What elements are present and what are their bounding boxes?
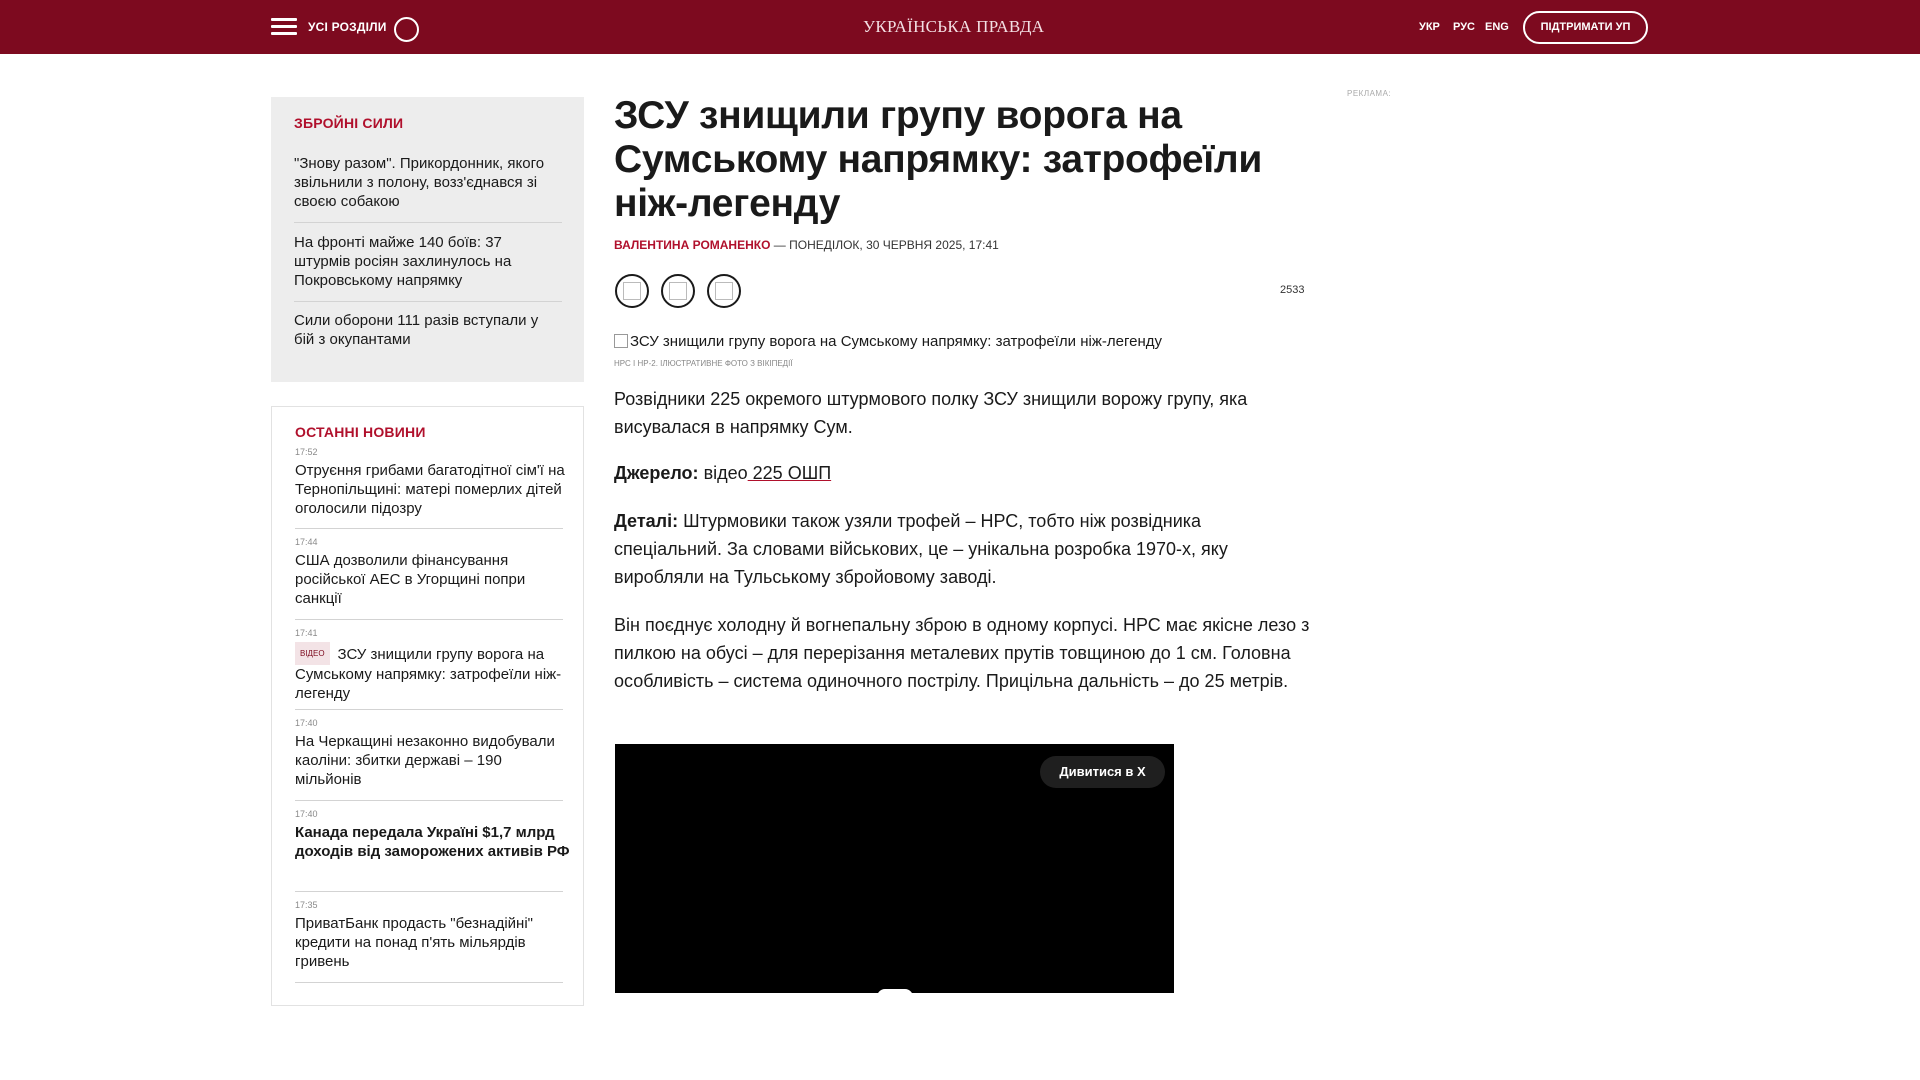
article-image (614, 333, 1162, 350)
play-icon[interactable] (877, 989, 913, 997)
share-telegram-icon[interactable] (707, 274, 741, 308)
news-time: 17:40 (295, 809, 318, 819)
news-link[interactable]: На Черкащині незаконно видобували каоліни: збитки державі – 190 мільйонів (295, 733, 555, 788)
site-logo[interactable]: УКРАЇНСЬКА ПРАВДА (863, 17, 1045, 36)
news-link[interactable] (295, 642, 570, 703)
list-item[interactable]: Сили оборони 111 разів вступали у бій з окупантами (294, 312, 539, 348)
news-link[interactable]: США дозволили фінансування російської АЕС в Угорщині попри санкції (295, 552, 526, 607)
source-text: відео (698, 463, 748, 483)
article-paragraph: Розвідники 225 окремого штурмового полку ЗСУ знищили ворожу групу, яка висувалася в напрямку Сум. (614, 389, 1248, 437)
list-item[interactable]: На фронті майже 140 боїв: 37 штурмів росіян захлинулось на Покровському напрямку (294, 234, 512, 289)
divider (295, 891, 563, 892)
news-time: 17:40 (295, 718, 318, 728)
latest-news-block (271, 406, 584, 1006)
news-link[interactable]: Канада передала Україні $1,7 млрд доходів від заморожених активів РФ (295, 824, 570, 860)
author-link[interactable]: ВАЛЕНТИНА РОМАНЕНКО (614, 238, 771, 252)
article-headline: ЗСУ знищили групу ворога на Сумському напрямку: затрофеїли ніж-легенду (614, 94, 1263, 225)
section-title[interactable]: ОСТАННІ НОВИНИ (295, 424, 426, 440)
news-time: 17:44 (295, 537, 318, 547)
lang-rus[interactable]: РУС (1453, 21, 1475, 33)
divider (295, 528, 563, 529)
divider (294, 301, 562, 302)
support-button[interactable]: ПІДТРИМАТИ УП (1523, 11, 1648, 44)
image-caption: НРС І НР-2. ІЛЮСТРАТИВНЕ ФОТО З ВІКІПЕДІЇ (614, 359, 793, 368)
divider (295, 619, 563, 620)
image-alt-text: ЗСУ знищили групу ворога на Сумському напрямку: затрофеїли ніж-легенду (630, 333, 1162, 350)
watch-on-x-button[interactable]: Дивитися в X (1040, 756, 1165, 788)
video-badge: ВІДЕО (295, 642, 330, 665)
news-time: 17:35 (295, 900, 318, 910)
details-text: Штурмовики також узяли трофей – НРС, тобто ніж розвідника спеціальний. За словами військових, це – унікальна розробка 1970-х, яку виробляли на Тульському збройовому заводі. (614, 511, 1228, 587)
details-label: Деталі: (614, 511, 679, 531)
share-facebook-icon[interactable] (615, 274, 649, 308)
article-paragraph: Він поєднує холодну й вогнепальну зброю в одному корпусі. НРС має якісне лезо з пилкою на обусі – для перерізання металевих прутів товщиною до 1 см. Головна особливість – система одиночного пострілу. Прицільна дальність – до 25 метрів. (614, 615, 1310, 691)
article-date: ПОНЕДІЛОК, 30 ЧЕРВНЯ 2025, 17:41 (789, 238, 999, 252)
divider (295, 800, 563, 801)
section-title[interactable]: ЗБРОЙНІ СИЛИ (294, 115, 404, 131)
broken-image-icon (614, 334, 628, 348)
list-item[interactable]: "Знову разом". Прикордонник, якого звільнили з полону, возз'єднався зі своєю собакою (294, 155, 545, 210)
byline-separator: — (770, 238, 790, 252)
lang-ukr[interactable]: УКР (1419, 21, 1440, 33)
news-time: 17:52 (295, 447, 318, 457)
source-label: Джерело: (614, 463, 699, 483)
ad-label: РЕКЛАМА: (1347, 89, 1392, 98)
embedded-video[interactable] (615, 744, 1174, 993)
views-count: 2533 (1280, 284, 1305, 296)
news-link[interactable]: ПриватБанк продасть "безнадійні" кредити на понад п'ять мільярдів гривень (295, 915, 533, 970)
all-sections-link[interactable]: УСІ РОЗДІЛИ (308, 20, 387, 34)
news-link[interactable]: Отруєння грибами багатодітної сім'ї на Тернопільщині: матері померлих дітей оголосили підозру (295, 462, 565, 517)
news-time: 17:41 (295, 628, 318, 638)
lang-eng[interactable]: ENG (1485, 21, 1509, 33)
news-link-text: ЗСУ знищили групу ворога на Сумському напрямку: затрофеїли ніж-легенду (295, 646, 562, 702)
armed-forces-block (271, 97, 584, 382)
share-x-icon[interactable] (661, 274, 695, 308)
article-source (614, 459, 1314, 487)
divider (295, 982, 563, 983)
divider (294, 222, 562, 223)
search-icon[interactable] (394, 17, 419, 42)
site-header (0, 0, 1920, 54)
source-link[interactable]: 225 ОШП (747, 463, 832, 483)
article-byline (614, 238, 999, 252)
hamburger-menu-icon[interactable] (271, 18, 297, 38)
article-details (614, 507, 1314, 591)
divider (295, 709, 563, 710)
